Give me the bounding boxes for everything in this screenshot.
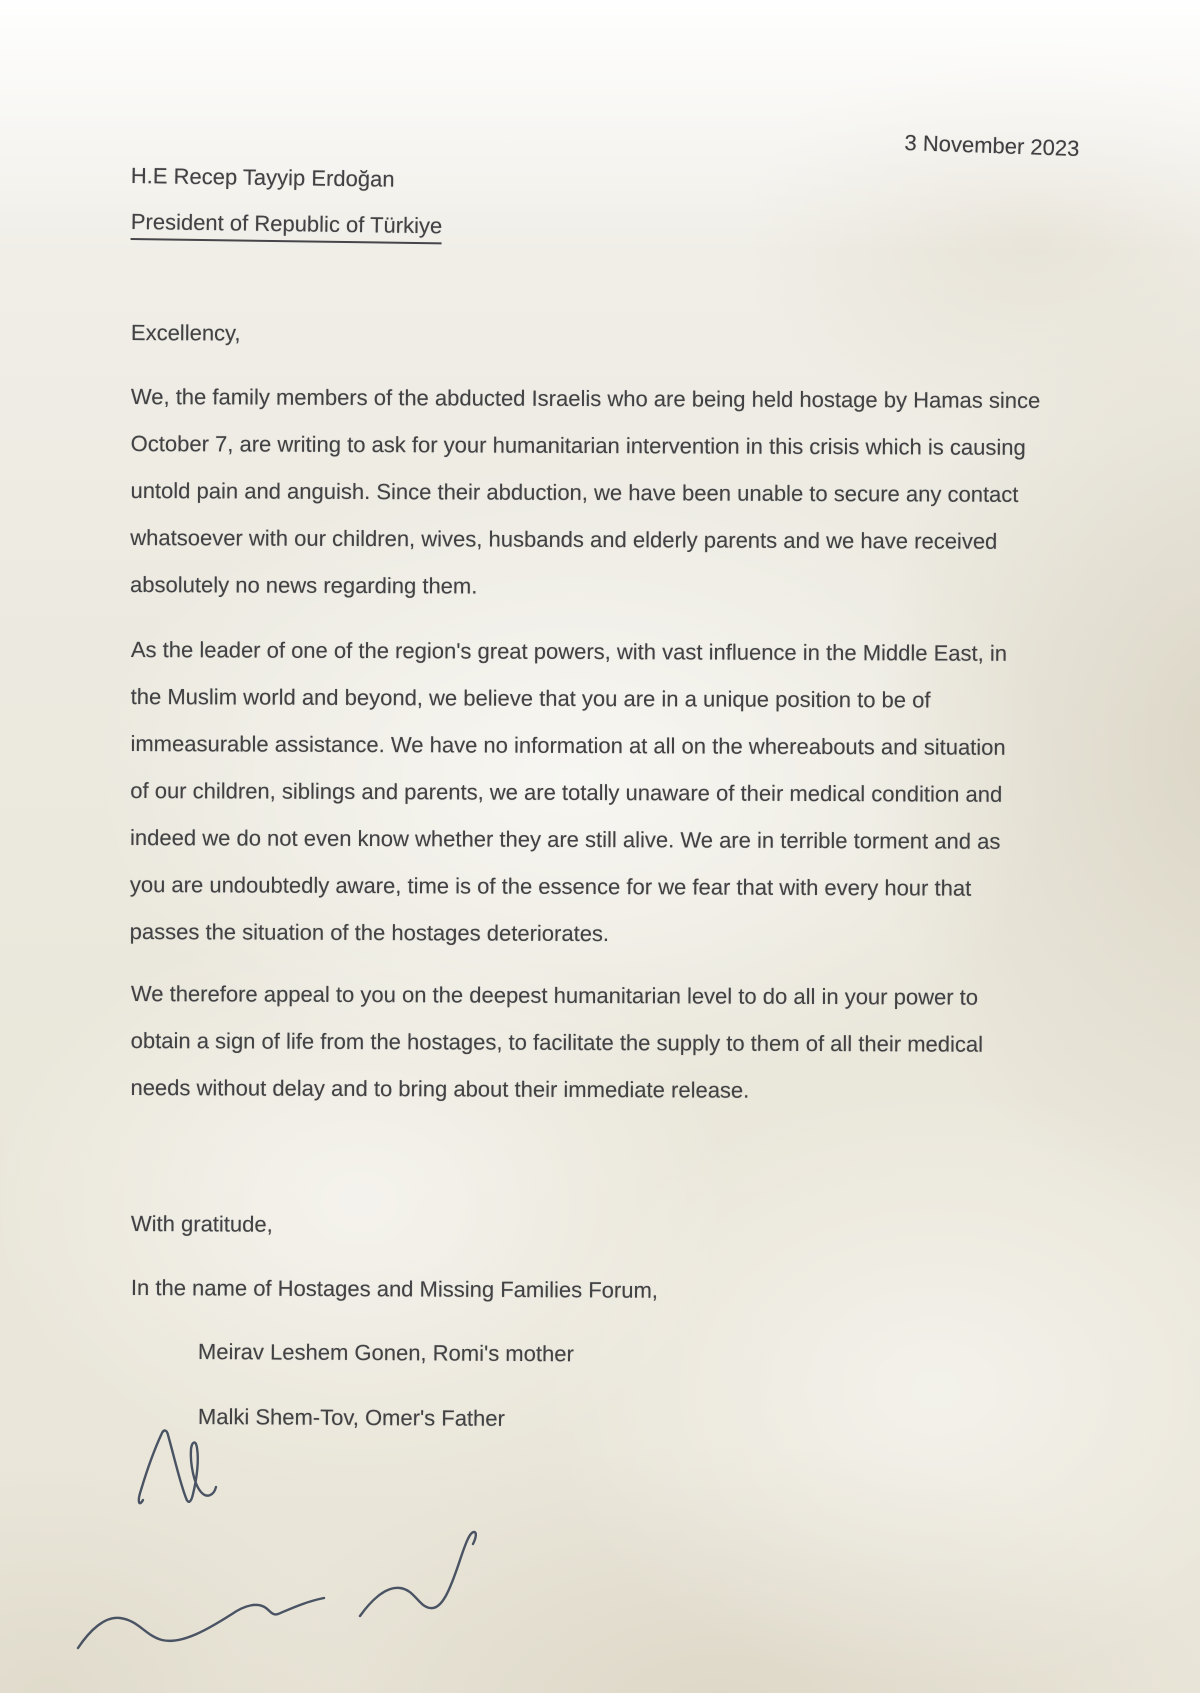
handwritten-initials-signature	[138, 1428, 243, 1510]
recipient-title	[131, 209, 443, 244]
signatory-1: Meirav Leshem Gonen, Romi's mother	[197, 1339, 574, 1367]
recipient-name: H.E Recep Tayyip Erdoğan	[130, 163, 395, 192]
paragraph-3: We therefore appeal to you on the deepest humanitarian level to do all in your power to obtain a sign of life from the hostages, to facilitate the supply to them of all their medical needs without delay and to bring about their immediate release.	[130, 980, 984, 1103]
paragraph-2: As the leader of one of the region's great powers, with vast influence in the Middle East, in the Muslim world and beyond, we believe that you are in a unique position to be of immeasurable assistance. We have no information at all on the whereabouts and situation of our children, siblings and parents, we are totally unaware of their medical condition and indeed we do not even know whether they are still alive. We are in terrible torment and as you are undoubtedly aware, time is of the essence for we fear that with every hour that passes the situation of the hostages deteriorates.	[129, 636, 1008, 947]
signatory-2: Malki Shem-Tov, Omer's Father	[197, 1404, 505, 1431]
recipient-title-text: President of Republic of Türkiye	[131, 209, 443, 244]
closing-gratitude: With gratitude,	[130, 1211, 273, 1237]
letter-date: 3 November 2023	[904, 130, 1080, 162]
salutation: Excellency,	[130, 320, 241, 346]
paragraph-1: We, the family members of the abducted Israelis who are being held hostage by Hamas since October 7, are writing to ask for your humanitarian intervention in this crisis which is causing untold pain and anguish. Since their abduction, we have been unable to secure any contact whatsoever with our children, wives, husbands and elderly parents and we have received absolutely no news regarding them.	[130, 383, 1041, 599]
closing-forum: In the name of Hostages and Missing Families Forum,	[130, 1275, 659, 1303]
handwritten-flourish-signature	[70, 1520, 490, 1670]
